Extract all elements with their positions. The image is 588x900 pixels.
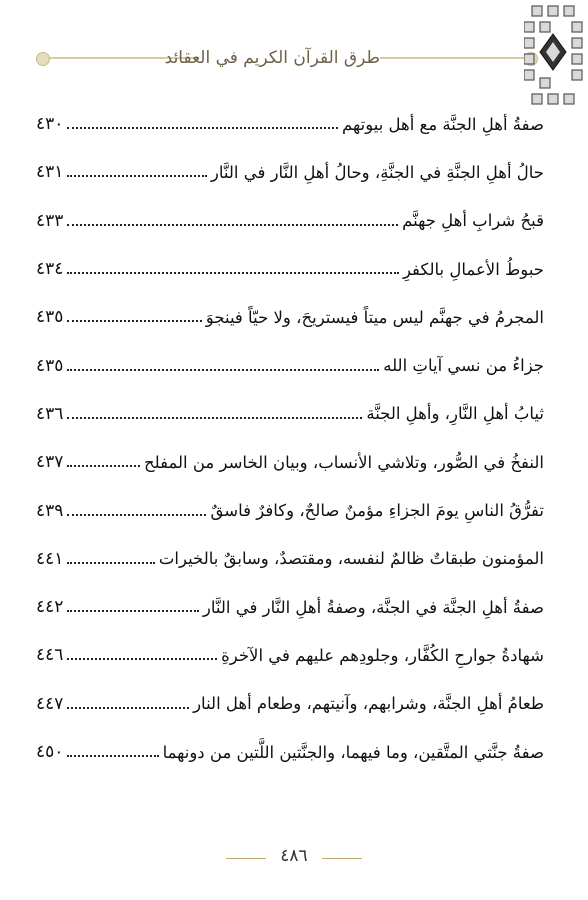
toc-entry-title: قبحُ شرابِ أهلِ جهنَّم bbox=[402, 211, 544, 231]
toc-entry bbox=[36, 486, 544, 534]
dot-leader bbox=[67, 658, 217, 660]
dot-leader bbox=[67, 224, 398, 226]
toc-entry-title: صفةُ جنَّتي المتَّقين، وما فيهما، والجنَّتين اللَّتين من دونهما bbox=[162, 742, 544, 762]
page-footer bbox=[0, 842, 588, 872]
running-header-title: طرق القرآن الكريم في العقائد bbox=[164, 48, 380, 68]
toc-entry-title: المؤمنون طبقاتٌ ظالمٌ لنفسه، ومقتصدٌ، وسابقٌ بالخيرات bbox=[158, 549, 544, 569]
toc-entry-page: ٤٤٢ bbox=[36, 597, 64, 618]
toc-entry-title: المجرمُ في جهنَّم ليس ميتاً فيستريحَ، ولا حيّاً فينجوَ bbox=[205, 307, 544, 327]
toc-entry bbox=[36, 341, 544, 389]
toc-entry-page: ٤٣٠ bbox=[36, 114, 64, 135]
dot-leader bbox=[67, 175, 206, 177]
page-header bbox=[30, 30, 530, 86]
toc-entry-title: تفرُّقُ الناسِ يومَ الجزاءِ مؤمنٌ صالحٌ، وكافرٌ فاسقٌ bbox=[210, 501, 544, 521]
page-number: ٤٨٦ bbox=[280, 846, 308, 866]
toc-entry-title: شهادةُ جوارحِ الكُفَّار، وجلودِهم عليهم في الآخرةِ bbox=[221, 645, 544, 665]
table-of-contents bbox=[36, 100, 544, 776]
toc-entry bbox=[36, 631, 544, 679]
dot-leader bbox=[67, 272, 399, 274]
toc-entry-page: ٤٣٥ bbox=[36, 355, 64, 376]
toc-entry-title: حالُ أهلِ الجنَّةِ في الجنَّةِ، وحالُ أهلِ النَّار في النَّار bbox=[210, 162, 544, 182]
dot-leader bbox=[67, 369, 379, 371]
toc-entry-page: ٤٤١ bbox=[36, 548, 64, 569]
toc-entry bbox=[36, 438, 544, 486]
corner-ornament-icon bbox=[524, 0, 588, 112]
toc-entry-page: ٤٣٤ bbox=[36, 259, 64, 280]
header-rule-right bbox=[380, 57, 530, 59]
toc-entry bbox=[36, 535, 544, 583]
toc-entry-page: ٤٣٩ bbox=[36, 500, 64, 521]
dot-leader bbox=[67, 127, 338, 129]
toc-entry-page: ٤٤٦ bbox=[36, 645, 64, 666]
dot-leader bbox=[67, 610, 198, 612]
toc-entry-page: ٤٣٦ bbox=[36, 403, 64, 424]
dot-leader bbox=[67, 562, 154, 564]
dot-leader bbox=[67, 465, 140, 467]
footer-rule-left bbox=[226, 858, 266, 859]
toc-entry-title: النفخُ في الصُّور، وتلاشي الأنساب، وبيان الخاسر من المفلح bbox=[143, 452, 544, 472]
toc-entry-title: جزاءُ من نسي آياتِ الله bbox=[383, 356, 544, 376]
toc-entry-page: ٤٥٠ bbox=[36, 742, 64, 762]
dot-leader bbox=[67, 320, 201, 322]
dot-leader bbox=[67, 707, 189, 709]
toc-entry-page: ٤٣٥ bbox=[36, 307, 64, 328]
dot-leader bbox=[67, 417, 362, 419]
toc-entry bbox=[36, 245, 544, 293]
toc-entry-title: طعامُ أهلِ الجنَّة، وشرابهم، وآنيتهم، وطعام أهل النار bbox=[193, 694, 544, 714]
header-dot-left bbox=[36, 52, 50, 66]
toc-entry-page: ٤٣٣ bbox=[36, 210, 64, 231]
toc-entry bbox=[36, 583, 544, 631]
toc-entry-page: ٤٣٧ bbox=[36, 452, 64, 473]
toc-entry-title: ثيابُ أهلِ النَّارِ، وأهلِ الجنَّة bbox=[366, 404, 544, 424]
toc-entry bbox=[36, 390, 544, 438]
dot-leader bbox=[67, 514, 206, 516]
toc-entry-title: حبوطُ الأعمالِ بالكفرِ bbox=[402, 259, 544, 279]
toc-entry bbox=[36, 100, 544, 148]
toc-entry bbox=[36, 197, 544, 245]
toc-entry bbox=[36, 293, 544, 341]
toc-entry bbox=[36, 728, 544, 776]
toc-entry bbox=[36, 148, 544, 196]
toc-entry-title: صفةُ أهلِ الجنَّة في الجنَّة، وصفةُ أهلِ النَّار في النَّار bbox=[202, 597, 544, 617]
toc-entry-page: ٤٣١ bbox=[36, 162, 64, 183]
toc-entry bbox=[36, 680, 544, 728]
dot-leader bbox=[67, 755, 158, 757]
footer-rule-right bbox=[322, 858, 362, 859]
toc-entry-title: صفةُ أهلِ الجنَّة مع أهل بيوتهم bbox=[342, 114, 544, 134]
toc-entry-page: ٤٤٧ bbox=[36, 693, 64, 714]
